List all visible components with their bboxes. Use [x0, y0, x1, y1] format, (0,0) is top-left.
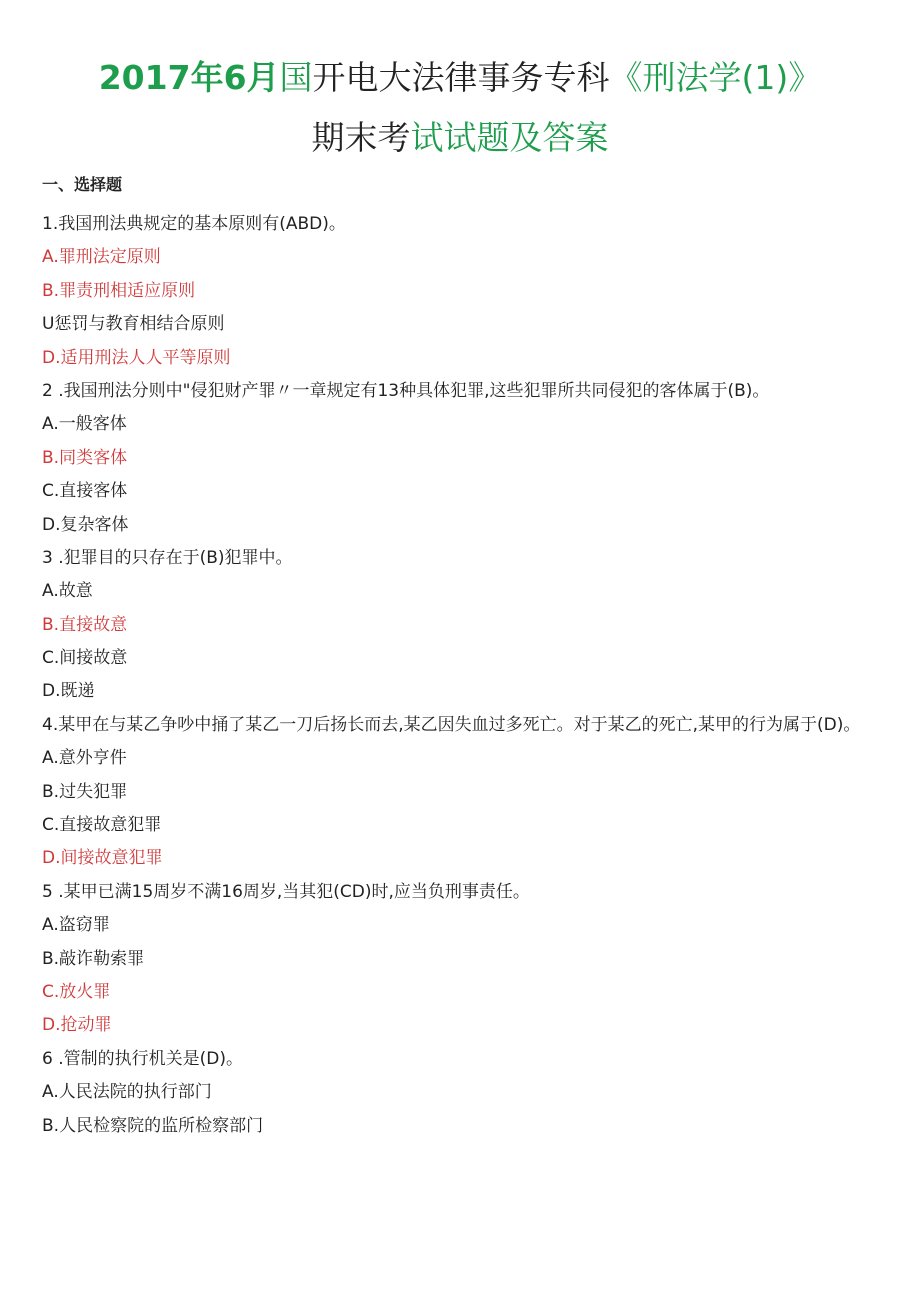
question-text-line: A.意外亨件 — [42, 748, 127, 769]
question-text-line: D.既递 — [42, 681, 95, 702]
question-text-line: B.过失犯罪 — [42, 781, 128, 802]
title-course: 《刑法学(1)》 — [609, 58, 822, 97]
question-text-line: D.复杂客体 — [42, 514, 129, 535]
section-heading: 一、选择题 — [42, 175, 123, 194]
title-guo: 国 — [279, 58, 313, 97]
answer-option-line: D.抢动罪 — [42, 1015, 112, 1036]
question-text-line: B.人民检察院的监所检察部门 — [42, 1115, 264, 1136]
question-text-line: A.盗窃罪 — [42, 915, 110, 936]
title-answers: 试试题及答案 — [410, 118, 609, 157]
question-text-line: B.敲诈勒索罪 — [42, 948, 145, 969]
question-text-line: A.一般客体 — [42, 414, 127, 435]
answer-option-line: B.罪责刑相适应原则 — [42, 280, 196, 301]
question-text-line: 4.某甲在与某乙争吵中捅了某乙一刀后扬长而去,某乙因失血过多死亡。对于某乙的死亡,某甲的行为属于(D)。 — [42, 714, 861, 735]
question-text-line: C.间接故意 — [42, 648, 128, 669]
question-list — [42, 208, 872, 1143]
document-title-line-2 — [0, 116, 920, 160]
question-text-line: A.人民法院的执行部门 — [42, 1082, 212, 1103]
question-text-line: C.直接故意犯罪 — [42, 815, 162, 836]
question-text-line: 5 .某甲已满15周岁不满16周岁,当其犯(CD)时,应当负刑事责任。 — [42, 881, 530, 902]
question-text-line: 2 .我国刑法分则中"侵犯财产罪〃一章规定有13种具体犯罪,这些犯罪所共同侵犯的客体属于(B)。 — [42, 380, 770, 401]
question-text-line: 3 .犯罪目的只存在于(B)犯罪中。 — [42, 547, 293, 568]
title-exam: 期末考 — [311, 118, 411, 157]
answer-option-line: B.直接故意 — [42, 614, 128, 635]
title-school: 开电大法律事务专科 — [312, 58, 610, 97]
answer-option-line: C.放火罪 — [42, 982, 111, 1002]
answer-option-line: D.适用刑法人人平等原则 — [42, 347, 231, 368]
title-date: 2017年6月 — [98, 58, 280, 97]
document-title-line-1 — [0, 56, 920, 100]
question-text-line: 6 .管制的执行机关是(D)。 — [42, 1048, 243, 1069]
answer-option-line: B.同类客体 — [42, 447, 128, 468]
answer-option-line: A.罪刑法定原则 — [42, 247, 161, 268]
question-text-line: C.直接客体 — [42, 481, 128, 502]
question-text-line: U惩罚与教育相结合原则 — [42, 314, 225, 335]
answer-option-line: D.间接故意犯罪 — [42, 848, 163, 869]
question-text-line: 1.我国刑法典规定的基本原则有(ABD)。 — [42, 214, 346, 234]
question-text-line: A.故意 — [42, 581, 93, 602]
